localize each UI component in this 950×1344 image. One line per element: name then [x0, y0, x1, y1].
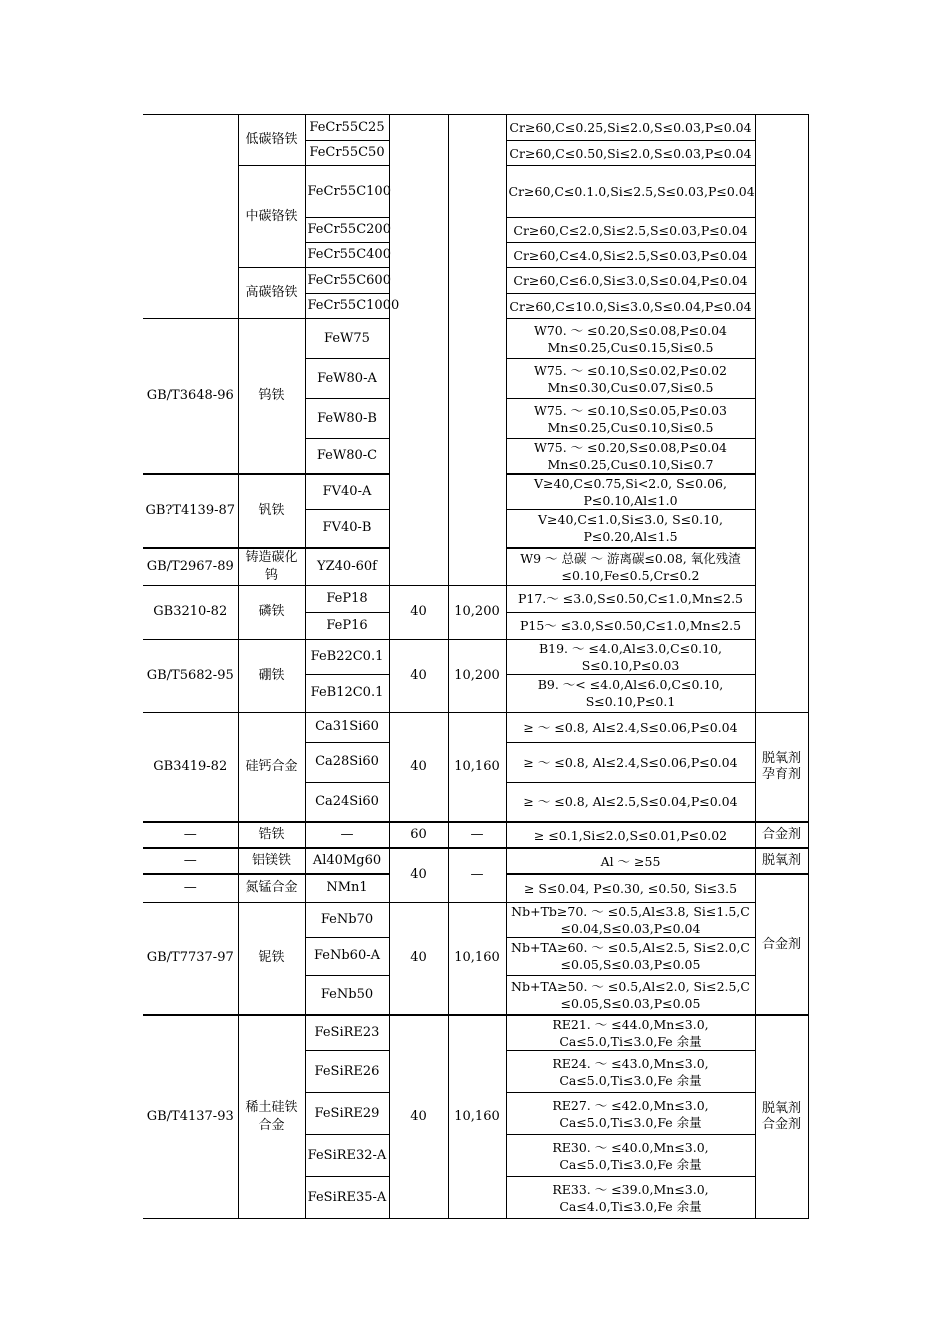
- composition-cell: Nb+Tb≥70. ～ ≤0.5,Al≤3.8, Si≤1.5,C ≤0.04,S≤0.03,P≤0.04: [506, 902, 755, 937]
- composition-cell: RE24. ～ ≤43.0,Mn≤3.0, Ca≤5.0,Ti≤3.0,Fe 余量: [506, 1051, 755, 1093]
- grade-cell: FeCr55C1000: [305, 294, 389, 319]
- grade-cell: FV40-A: [305, 474, 389, 510]
- alloy-name-cell: 低碳铬铁: [238, 115, 305, 166]
- grade-cell: YZ40-60f: [305, 548, 389, 586]
- standard-cell: —: [143, 874, 238, 902]
- standard-cell: —: [143, 822, 238, 848]
- composition-cell: Cr≥60,C≤10.0,Si≤3.0,S≤0.04,P≤0.04: [506, 294, 755, 319]
- alloy-name-cell: 中碳铬铁: [238, 166, 305, 268]
- composition-cell: ≥ ～ ≤0.8, Al≤2.5,S≤0.04,P≤0.04: [506, 782, 755, 822]
- length-cell: 10,160: [448, 1015, 506, 1219]
- composition-cell: Al ～ ≥55: [506, 848, 755, 874]
- grade-cell: FV40-B: [305, 510, 389, 548]
- length-cell: 10,200: [448, 585, 506, 639]
- usage-cell: 脱氧剂孕育剂: [755, 712, 808, 822]
- composition-cell: Cr≥60,C≤4.0,Si≤2.5,S≤0.03,P≤0.04: [506, 243, 755, 268]
- grade-cell: FeNb70: [305, 902, 389, 937]
- grade-cell: Al40Mg60: [305, 848, 389, 874]
- grade-cell: FeSiRE32-A: [305, 1135, 389, 1177]
- composition-cell: V≥40,C≤0.75,Si<2.0, S≤0.06, P≤0.10,Al≤1.0: [506, 474, 755, 510]
- composition-cell: P17.～ ≤3.0,S≤0.50,C≤1.0,Mn≤2.5: [506, 585, 755, 612]
- grade-cell: FeCr55C100: [305, 166, 389, 218]
- composition-cell: Cr≥60,C≤0.1.0,Si≤2.5,S≤0.03,P≤0.04: [506, 166, 755, 218]
- grade-cell: Ca24Si60: [305, 782, 389, 822]
- composition-cell: W9 ～ 总碳 ～ 游离碳≤0.08, 氧化残渣≤0.10,Fe≤0.5,Cr≤0.2: [506, 548, 755, 586]
- alloy-name-cell: 铝镁铁: [238, 848, 305, 874]
- length-cell: —: [448, 848, 506, 902]
- grade-cell: FeNb50: [305, 975, 389, 1015]
- grade-cell: FeB12C0.1: [305, 674, 389, 712]
- grade-cell: FeP18: [305, 585, 389, 612]
- standard-cell: GB?T4139-87: [143, 474, 238, 548]
- composition-cell: W75. ～ ≤0.10,S≤0.05,P≤0.03 Mn≤0.25,Cu≤0.10,Si≤0.5: [506, 399, 755, 439]
- composition-cell: RE21. ～ ≤44.0,Mn≤3.0, Ca≤5.0,Ti≤3.0,Fe 余量: [506, 1015, 755, 1051]
- usage-cell: 脱氧剂合金剂: [755, 1015, 808, 1219]
- length-cell: [448, 115, 506, 586]
- length-cell: 10,160: [448, 902, 506, 1015]
- alloy-name-cell: 稀土硅铁合金: [238, 1015, 305, 1219]
- grade-cell: FeSiRE35-A: [305, 1177, 389, 1219]
- standard-cell: GB/T2967-89: [143, 548, 238, 586]
- grade-cell: FeW80-B: [305, 399, 389, 439]
- composition-cell: W75. ～ ≤0.20,S≤0.08,P≤0.04 Mn≤0.25,Cu≤0.10,Si≤0.7: [506, 439, 755, 475]
- standard-cell: [143, 115, 238, 319]
- composition-cell: ≥ S≤0.04, P≤0.30, ≤0.50, Si≤3.5: [506, 874, 755, 902]
- composition-cell: B9. ～< ≤4.0,Al≤6.0,C≤0.10, S≤0.10,P≤0.1: [506, 674, 755, 712]
- composition-cell: V≥40,C≤1.0,Si≤3.0, S≤0.10, P≤0.20,Al≤1.5: [506, 510, 755, 548]
- composition-cell: W70. ～ ≤0.20,S≤0.08,P≤0.04 Mn≤0.25,Cu≤0.15,Si≤0.5: [506, 319, 755, 359]
- standard-cell: —: [143, 848, 238, 874]
- standard-cell: GB/T7737-97: [143, 902, 238, 1015]
- alloy-name-cell: 高碳铬铁: [238, 268, 305, 319]
- standard-cell: GB/T3648-96: [143, 319, 238, 475]
- usage-cell: [755, 115, 808, 713]
- size-cell: [389, 115, 448, 586]
- grade-cell: —: [305, 822, 389, 848]
- alloy-name-cell: 硅钙合金: [238, 712, 305, 822]
- composition-cell: Nb+TA≥60. ～ ≤0.5,Al≤2.5, Si≤2.0,C ≤0.05,S≤0.03,P≤0.05: [506, 937, 755, 975]
- standard-cell: GB/T5682-95: [143, 639, 238, 712]
- size-cell: 60: [389, 822, 448, 848]
- composition-cell: RE33. ～ ≤39.0,Mn≤3.0, Ca≤4.0,Ti≤3.0,Fe 余量: [506, 1177, 755, 1219]
- grade-cell: FeCr55C600: [305, 268, 389, 294]
- grade-cell: NMn1: [305, 874, 389, 902]
- grade-cell: FeCr55C200: [305, 218, 389, 243]
- size-cell: 40: [389, 902, 448, 1015]
- composition-cell: ≥ ～ ≤0.8, Al≤2.4,S≤0.06,P≤0.04: [506, 712, 755, 742]
- grade-cell: FeW80-C: [305, 439, 389, 475]
- composition-cell: Nb+TA≥50. ～ ≤0.5,Al≤2.0, Si≤2.5,C ≤0.05,S≤0.03,P≤0.05: [506, 975, 755, 1015]
- composition-cell: P15～ ≤3.0,S≤0.50,C≤1.0,Mn≤2.5: [506, 612, 755, 639]
- grade-cell: FeNb60-A: [305, 937, 389, 975]
- grade-cell: Ca28Si60: [305, 742, 389, 782]
- grade-cell: FeW75: [305, 319, 389, 359]
- usage-cell: 合金剂: [755, 822, 808, 848]
- composition-cell: Cr≥60,C≤2.0,Si≤2.5,S≤0.03,P≤0.04: [506, 218, 755, 243]
- alloy-name-cell: 氮锰合金: [238, 874, 305, 902]
- ferroalloy-spec-table: [143, 114, 809, 1219]
- alloy-name-cell: 钒铁: [238, 474, 305, 548]
- length-cell: 10,200: [448, 639, 506, 712]
- standard-cell: GB/T4137-93: [143, 1015, 238, 1219]
- alloy-name-cell: 磷铁: [238, 585, 305, 639]
- grade-cell: Ca31Si60: [305, 712, 389, 742]
- usage-cell: 脱氧剂: [755, 848, 808, 874]
- grade-cell: FeCr55C25: [305, 115, 389, 141]
- composition-cell: Cr≥60,C≤0.50,Si≤2.0,S≤0.03,P≤0.04: [506, 141, 755, 166]
- grade-cell: FeSiRE29: [305, 1093, 389, 1135]
- alloy-name-cell: 钨铁: [238, 319, 305, 475]
- length-cell: 10,160: [448, 712, 506, 822]
- grade-cell: FeW80-A: [305, 359, 389, 399]
- composition-cell: RE27. ～ ≤42.0,Mn≤3.0, Ca≤5.0,Ti≤3.0,Fe 余量: [506, 1093, 755, 1135]
- composition-cell: W75. ～ ≤0.10,S≤0.02,P≤0.02 Mn≤0.30,Cu≤0.07,Si≤0.5: [506, 359, 755, 399]
- alloy-name-cell: 铸造碳化钨: [238, 548, 305, 586]
- alloy-name-cell: 锆铁: [238, 822, 305, 848]
- usage-cell: 合金剂: [755, 874, 808, 1015]
- size-cell: 40: [389, 1015, 448, 1219]
- grade-cell: FeCr55C400: [305, 243, 389, 268]
- grade-cell: FeB22C0.1: [305, 639, 389, 674]
- size-cell: 40: [389, 712, 448, 822]
- grade-cell: FeP16: [305, 612, 389, 639]
- composition-cell: Cr≥60,C≤0.25,Si≤2.0,S≤0.03,P≤0.04: [506, 115, 755, 141]
- size-cell: 40: [389, 848, 448, 902]
- composition-cell: Cr≥60,C≤6.0,Si≤3.0,S≤0.04,P≤0.04: [506, 268, 755, 294]
- alloy-name-cell: 铌铁: [238, 902, 305, 1015]
- alloy-name-cell: 硼铁: [238, 639, 305, 712]
- composition-cell: ≥ ～ ≤0.8, Al≤2.4,S≤0.06,P≤0.04: [506, 742, 755, 782]
- composition-cell: B19. ～ ≤4.0,Al≤3.0,C≤0.10, S≤0.10,P≤0.03: [506, 639, 755, 674]
- standard-cell: GB3210-82: [143, 585, 238, 639]
- grade-cell: FeSiRE23: [305, 1015, 389, 1051]
- length-cell: —: [448, 822, 506, 848]
- standard-cell: GB3419-82: [143, 712, 238, 822]
- size-cell: 40: [389, 639, 448, 712]
- size-cell: 40: [389, 585, 448, 639]
- grade-cell: FeSiRE26: [305, 1051, 389, 1093]
- grade-cell: FeCr55C50: [305, 141, 389, 166]
- composition-cell: ≥ ≤0.1,Si≤2.0,S≤0.01,P≤0.02: [506, 822, 755, 848]
- composition-cell: RE30. ～ ≤40.0,Mn≤3.0, Ca≤5.0,Ti≤3.0,Fe 余量: [506, 1135, 755, 1177]
